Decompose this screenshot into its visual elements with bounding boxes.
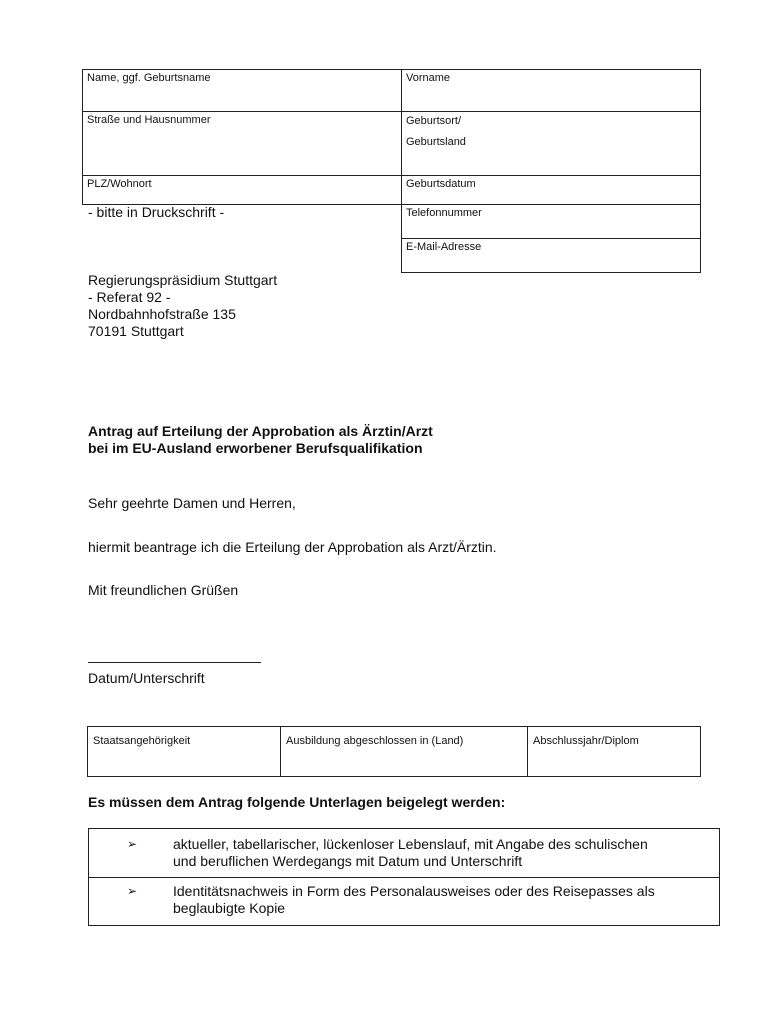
subject <box>88 423 433 457</box>
plz-label: PLZ/Wohnort <box>87 178 152 190</box>
geburtsort-field[interactable] <box>401 111 701 176</box>
email-field[interactable] <box>401 238 701 273</box>
subject-line-2: bei im EU-Ausland erworbener Berufsqualifikation <box>88 440 423 456</box>
education-country-field[interactable] <box>280 726 528 777</box>
arrow-bullet-icon: ➢ <box>127 837 138 851</box>
document-item-2 <box>88 877 720 926</box>
address-line-1: Regierungspräsidium Stuttgart <box>88 272 278 288</box>
arrow-bullet-icon: ➢ <box>127 884 138 898</box>
name-field[interactable] <box>82 69 402 112</box>
geburtsort-label: Geburtsort/ <box>406 115 462 127</box>
signature-label: Datum/Unterschrift <box>88 670 205 686</box>
letter-body: hiermit beantrage ich die Erteilung der Approbation als Arzt/Ärztin. <box>88 539 497 555</box>
geburtsdatum-field[interactable] <box>401 175 701 205</box>
plz-field[interactable] <box>82 175 402 205</box>
recipient-address <box>88 272 277 340</box>
graduation-year-label: Abschlussjahr/Diplom <box>533 735 639 747</box>
salutation: Sehr geehrte Damen und Herren, <box>88 495 296 511</box>
document-item-1 <box>88 828 720 878</box>
email-label: E-Mail-Adresse <box>406 241 482 253</box>
graduation-year-field[interactable] <box>527 726 701 777</box>
education-country-label: Ausbildung abgeschlossen in (Land) <box>286 735 464 747</box>
nationality-label: Staatsangehörigkeit <box>93 735 191 747</box>
subject-line-1: Antrag auf Erteilung der Approbation als Ärztin/Arzt <box>88 423 433 439</box>
signature-line <box>88 662 261 663</box>
address-line-3: Nordbahnhofstraße 135 <box>88 306 236 322</box>
documents-heading: Es müssen dem Antrag folgende Unterlagen beigelegt werden: <box>88 794 506 810</box>
vorname-field[interactable] <box>401 69 701 112</box>
closing: Mit freundlichen Grüßen <box>88 582 239 598</box>
telefon-label: Telefonnummer <box>406 207 482 219</box>
document-item-1-line-2: und beruflichen Werdegangs mit Datum und Unterschrift <box>173 853 523 869</box>
print-hint: - bitte in Druckschrift - <box>88 204 225 220</box>
document-item-2-line-2: beglaubigte Kopie <box>173 900 286 916</box>
telefon-field[interactable] <box>401 204 701 239</box>
document-item-1-line-1: aktueller, tabellarischer, lückenloser Lebenslauf, mit Angabe des schulischen <box>173 836 648 852</box>
name-label: Name, ggf. Geburtsname <box>87 72 211 84</box>
document-item-2-line-1: Identitätsnachweis in Form des Personalausweises oder des Reisepasses als <box>173 883 655 899</box>
geburtsland-label: Geburtsland <box>406 136 466 148</box>
address-line-2: - Referat 92 - <box>88 289 171 305</box>
address-line-4: 70191 Stuttgart <box>88 323 184 339</box>
street-field[interactable] <box>82 111 402 176</box>
nationality-field[interactable] <box>87 726 281 777</box>
vorname-label: Vorname <box>406 72 451 84</box>
geburtsdatum-label: Geburtsdatum <box>406 178 476 190</box>
street-label: Straße und Hausnummer <box>87 114 211 126</box>
